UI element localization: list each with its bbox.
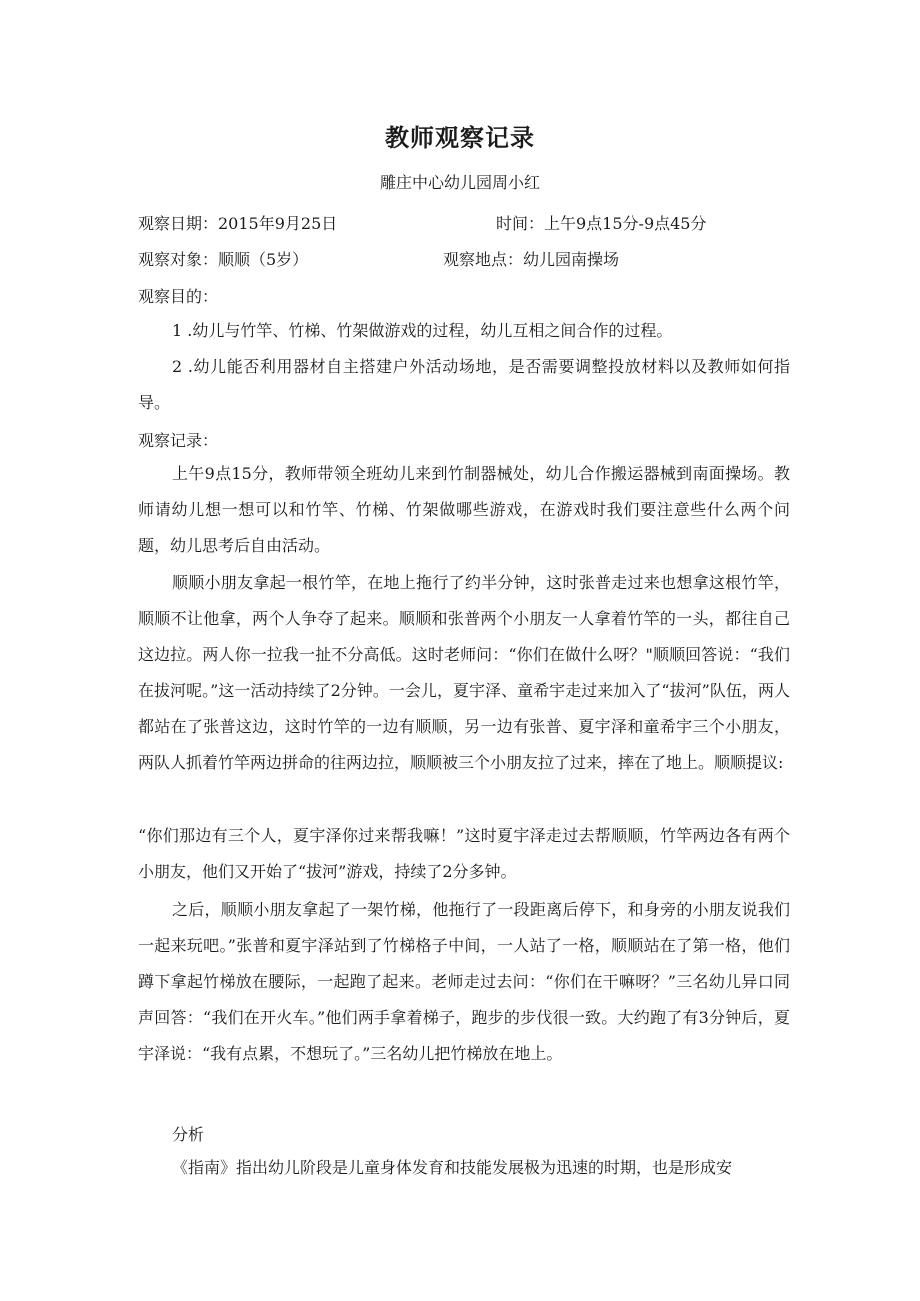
- purpose-item-1: 1 .幼儿与竹竿、竹梯、竹架做游戏的过程，幼儿互相之间合作的过程。: [172, 321, 673, 340]
- purpose-heading: 观察目的：: [138, 287, 219, 306]
- observation-subject: 观察对象：顺顺（5岁）: [138, 250, 309, 269]
- observation-location: 观察地点：幼儿园南操场: [443, 250, 620, 269]
- analysis-heading: 分析: [172, 1125, 205, 1144]
- document-title: 教师观察记录: [385, 124, 535, 152]
- record-heading: 观察记录：: [138, 431, 219, 450]
- record-paragraph: “你们那边有三个人，夏宇泽你过来帮我嘛！”这时夏宇泽走过去帮顺顺，竹竿两边各有两个小朋友，他们又开始了“拔河”游戏，持续了2分多钟。: [138, 826, 790, 881]
- observation-date: 观察日期：2015年9月25日: [138, 214, 338, 233]
- author-line: 雕庄中心幼儿园周小红: [379, 173, 540, 192]
- observation-time: 时间：上午9点15分-9点45分: [496, 214, 707, 233]
- purpose-item-2: 2 .幼儿能否利用器材自主搭建户外活动场地，是否需要调整投放材料以及教师如何指导。: [138, 357, 790, 412]
- record-paragraph: 顺顺小朋友拿起一根竹竿，在地上拖行了约半分钟，这时张普走过来也想拿这根竹竿，顺顺不让他拿，两个人争夺了起来。顺顺和张普两个小朋友一人拿着竹竿的一头，都往自己这边拉。两人你一拉我一扯不分高低。这时老师问：“你们在做什么呀？"顺顺回答说：“我们在拔河呢。”这一活动持续了2分钟。一会儿，夏宇泽、童希宇走过来加入了“拔河”队伍，两人都站在了张普这边，这时竹竿的一边有顺顺，另一边有张普、夏宇泽和童希宇三个小朋友，两队人抓着竹竿两边拼命的往两边拉，顺顺被三个小朋友拉了过来，摔在了地上。顺顺提议:: [138, 573, 790, 772]
- record-paragraph: 之后，顺顺小朋友拿起了一架竹梯，他拖行了一段距离后停下，和身旁的小朋友说我们一起来玩吧。”张普和夏宇泽站到了竹梯格子中间，一人站了一格，顺顺站在了第一格，他们蹲下拿起竹梯放在腰际，一起跑了起来。老师走过去问：“你们在干嘛呀？”三名幼儿异口同声回答：“我们在开火车。”他们两手拿着梯子，跑步的步伐很一致。大约跑了有3分钟后，夏宇泽说：“我有点累，不想玩了。”三名幼儿把竹梯放在地上。: [138, 900, 790, 1063]
- analysis-paragraph: 《指南》指出幼儿阶段是儿童身体发育和技能发展极为迅速的时期，也是形成安: [172, 1158, 733, 1177]
- record-paragraph: 上午9点15分，教师带领全班幼儿来到竹制器械处，幼儿合作搬运器械到南面操场。教师请幼儿想一想可以和竹竿、竹梯、竹架做哪些游戏，在游戏时我们要注意些什么两个问题，幼儿思考后自由活动。: [138, 464, 790, 555]
